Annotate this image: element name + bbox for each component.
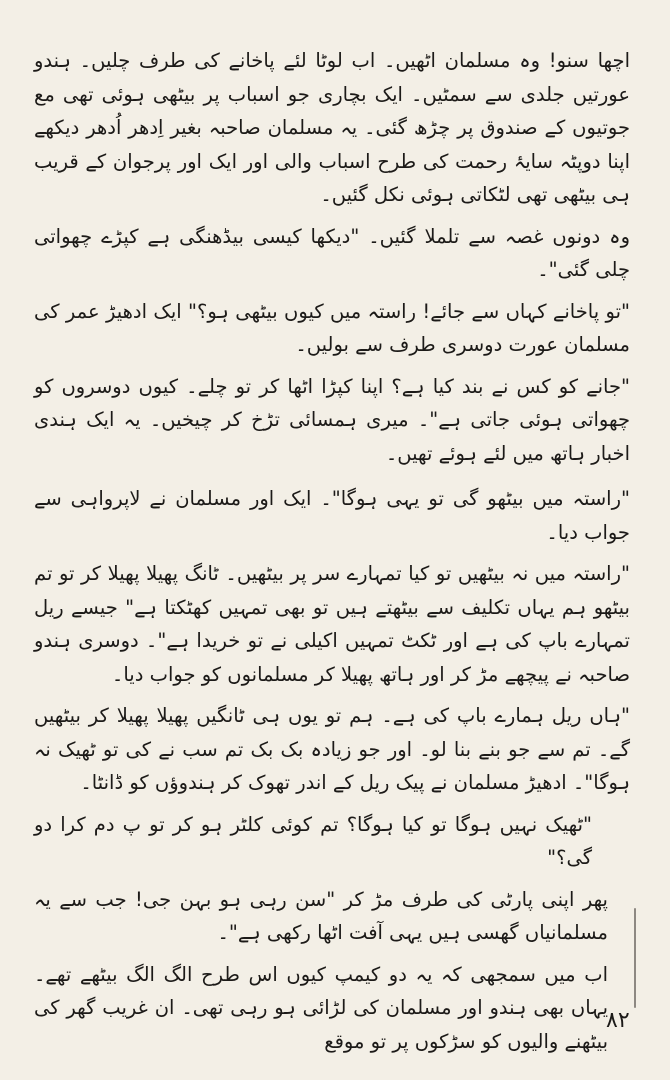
page-number: ۸۲	[606, 1008, 630, 1033]
paragraph: وہ دونوں غصہ سے تلملا گئیں۔ "دیکھا کیسی بیڈھنگی ہے کپڑے چھواتی چلی گئی"۔	[34, 224, 630, 281]
paragraph: "راستہ میں نہ بیٹھیں تو کیا تمہارے سر پر بیٹھیں۔ ٹانگ پھیلا پھیلا کر تو تم بیٹھو ہم یہاں تکلیف سے بیٹھتے ہیں تو بھی تمہیں کھٹکتا ہے" جیسے ریل تمہارے باپ کی ہے اور ٹکٹ تمہیں اکیلی نے تو خریدا ہے"۔ دوسری ہندو صاحبہ نے پیچھے مڑ کر اور ہاتھ پھیلا کر مسلمانوں کو جواب دیا۔	[34, 562, 630, 686]
paragraph: اب میں سمجھی کہ یہ دو کیمپ کیوں اس طرح الگ الگ بیٹھے تھے۔ یہاں بھی ہندو اور مسلمان کی لڑائی ہو رہی تھی۔ ان غریب گھر کی بیٹھنے والیوں کو سڑکوں پر تو موقع	[34, 962, 608, 1053]
paragraph: "ٹھیک نہیں ہوگا تو کیا ہوگا؟ تم کوئی کلٹر ہو کر تو پ دم کرا دو گی؟"	[34, 812, 592, 869]
margin-pencil-mark	[634, 908, 636, 1008]
paragraph: "راستہ میں بیٹھو گی تو یہی ہوگا"۔ ایک اور مسلمان نے لاپرواہی سے جواب دیا۔	[34, 487, 630, 544]
urdu-text-body	[34, 44, 630, 1058]
paragraph: "تو پاخانے کہاں سے جائے! راستہ میں کیوں بیٹھی ہو؟" ایک ادھیڑ عمر کی مسلمان عورت دوسری طرف سے بولیں۔	[34, 299, 630, 356]
paragraph: "ہاں ریل ہمارے باپ کی ہے۔ ہم تو یوں ہی ٹانگیں پھیلا پھیلا کر بیٹھیں گے۔ تم سے جو بنے بنا لو۔ اور جو زیادہ بک بک تم سب نے کی تو ٹھیک نہ ہوگا"۔ ادھیڑ مسلمان نے پیک ریل کے اندر تھوک کر ہندوؤں کو ڈانٹا۔	[34, 704, 630, 794]
paragraph: اچھا سنو! وہ مسلمان اٹھیں۔ اب لوٹا لئے پاخانے کی طرف چلیں۔ ہندو عورتیں جلدی سے سمٹیں۔ ایک بچاری جو اسباب پر بیٹھی ہوئی تھی مع جوتیوں کے صندوق پر چڑھ گئی۔ یہ مسلمان صاحبہ بغیر اِدھر اُدھر دیکھے اپنا دوپٹہ سایۂ رحمت کی طرح اسباب والی اور ایک اور پرجوان کے قریب ہی بیٹھی تھی لٹکاتی ہوئی نکل گئیں۔	[34, 49, 630, 206]
paragraph: پھر اپنی پارٹی کی طرف مڑ کر "سن رہی ہو بہن جی! جب سے یہ مسلمانیاں گھسی ہیں یہی آفت اٹھا رکھی ہے"۔	[34, 887, 608, 944]
paragraph: "جانے کو کس نے بند کیا ہے؟ اپنا کپڑا اٹھا کر تو چلے۔ کیوں دوسروں کو چھواتی ہوئی جاتی ہے"۔ میری ہمسائی تڑخ کر چیخیں۔ یہ ایک ہندی اخبار ہاتھ میں لئے ہوئے تھیں۔	[34, 374, 630, 465]
